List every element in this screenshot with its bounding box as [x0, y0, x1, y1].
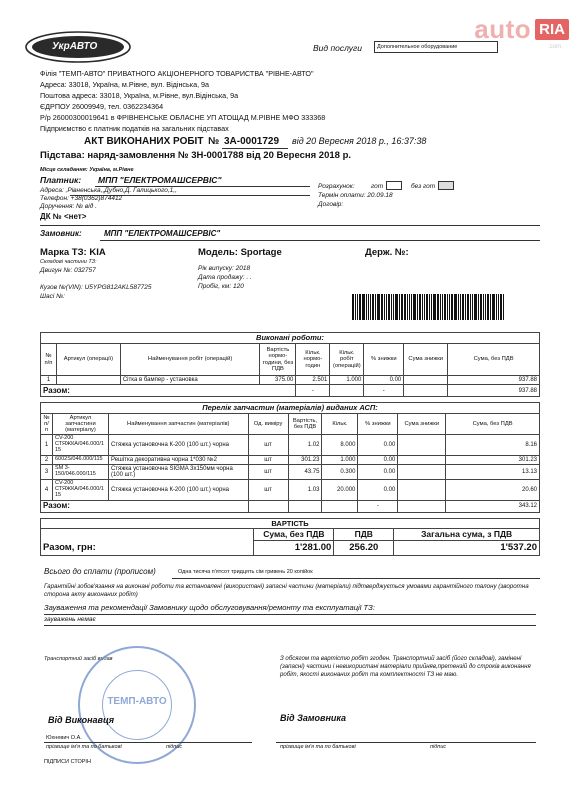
executor-label: Від Виконавця — [48, 715, 115, 725]
parts-cell: 3 — [41, 464, 53, 480]
parts-store: Складові частини ТЗ: — [40, 259, 97, 265]
barcode-bar — [409, 294, 410, 320]
parts-cell: CV-200 СТЯЖКА/046.000/1 15 — [52, 480, 108, 500]
works-col-rate: Вартість нормо-години, без ПДВ — [260, 344, 296, 376]
parts-cell: 1 — [41, 435, 53, 455]
cost-vat: 256.20 — [334, 541, 394, 556]
barcode-bar — [467, 294, 469, 320]
parts-cell: 0.00 — [358, 480, 398, 500]
barcode-bar — [384, 294, 385, 320]
works-col-discount-sum: Сума знижки — [404, 344, 448, 376]
works-col-sum: Сума, без ПДВ — [448, 344, 540, 376]
cost-total: 1'537.20 — [394, 541, 540, 556]
parts-cell: 2 — [41, 455, 53, 464]
signatures-label: ПІДПИСИ СТОРІН — [44, 759, 91, 765]
parts-cell: 8.000 — [322, 435, 358, 455]
stamp-text: ТЕМП-АВТО — [107, 696, 167, 707]
parts-col-discount-sum: Сума знижки — [398, 414, 446, 435]
barcode-bar — [417, 294, 418, 320]
remarks-value: зауважень немає — [44, 616, 96, 623]
dk-number: ДК № <нет> — [40, 212, 87, 221]
works-col-discount-pct: % знижки — [364, 344, 404, 376]
barcode-bar — [440, 294, 441, 320]
table-row — [41, 376, 540, 385]
sale-date: Дата продажу: . . — [198, 274, 252, 281]
parts-cell: CV-200 СТЯЖКА/046.000/1 15 — [52, 435, 108, 455]
parts-cell — [398, 455, 446, 464]
act-date: від 20 Вересня 2018 р., 16:37:38 — [292, 136, 427, 146]
works-col-name: Найменування робіт (операцій) — [120, 344, 260, 376]
barcode-bar — [368, 294, 369, 320]
cost-values-row — [41, 541, 540, 556]
parts-total: 343.12 — [446, 500, 540, 512]
customer-underline — [100, 240, 540, 241]
barcode-bar — [496, 294, 497, 320]
barcode-bar — [393, 294, 394, 320]
parts-cell — [398, 435, 446, 455]
barcode-bar — [377, 294, 380, 320]
parts-total-row — [41, 500, 540, 512]
barcode-bar — [422, 294, 423, 320]
parts-cell: 0.00 — [358, 435, 398, 455]
parts-total-dash: - — [358, 500, 398, 512]
parts-cell: 13.13 — [446, 464, 540, 480]
parts-cell: 6002S/046.000/115 — [52, 455, 108, 464]
barcode-bar — [419, 294, 421, 320]
parts-cell: SM 3-150/046.000/115 — [52, 464, 108, 480]
logo-text: УкрАВТО — [52, 41, 98, 52]
works-col-article: Артикул (операції) — [56, 344, 120, 376]
parts-col-qty: Кільк. — [322, 414, 358, 435]
customer-sign-label: Від Замовника — [280, 713, 347, 723]
company-line-3: Поштова адреса: 33018, Україна, м.Рівне, вул.Відінська, 9а — [40, 91, 239, 100]
parts-cell: 20.000 — [322, 480, 358, 500]
works-total-row — [41, 385, 540, 397]
place-of-compilation: Місце складання: Україна, м.Рівне — [40, 167, 134, 173]
act-title: АКТ ВИКОНАНИХ РОБІТ — [84, 136, 204, 147]
guarantee-text: Гарантійні зобов'язання на виконані роботи та встановлені (використані) запасні частини (матеріали) підтверджується умовами гарантійного талону (зворотна сторона акту виконаних робіт) — [44, 583, 529, 599]
service-type-label: Вид послуги — [313, 43, 362, 53]
barcode-bar — [498, 294, 499, 320]
parts-cell: шт — [248, 464, 288, 480]
barcode-bar — [451, 294, 453, 320]
cost-table — [40, 528, 540, 556]
cost-col-total: Загальна сума, з ПДВ — [394, 529, 540, 541]
executor-sign-caption: прізвище ім'я та по батькові — [46, 744, 122, 750]
works-cell: 0.00 — [364, 376, 404, 385]
barcode-bar — [399, 294, 400, 320]
parts-col-sum: Сума, без ПДВ — [446, 414, 540, 435]
parts-cell: шт — [248, 435, 288, 455]
settlement-noncash-checkbox[interactable] — [438, 181, 454, 190]
parts-cell: Стяжка установочна К-200 (100 шт.) чорна — [108, 435, 248, 455]
barcode-bar — [413, 294, 416, 320]
works-cell: 2.501 — [296, 376, 330, 385]
parts-col-article: Артикул запчастини (матеріалу) — [52, 414, 108, 435]
cost-col-sum: Сума, без ПДВ — [254, 529, 334, 541]
entrusted: Доручення: № від . — [40, 203, 97, 210]
barcode-bar — [391, 294, 392, 320]
barcode-bar — [429, 294, 430, 320]
barcode-bar — [454, 294, 457, 320]
barcode-bar — [375, 294, 376, 320]
works-cell — [56, 376, 120, 385]
parts-cell: 301.23 — [288, 455, 322, 464]
works-cell: 937.88 — [448, 376, 540, 385]
parts-cell — [398, 480, 446, 500]
vehicle-reg: Держ. №: — [365, 247, 409, 258]
parts-col-discount-pct: % знижки — [358, 414, 398, 435]
barcode-bar — [449, 294, 450, 320]
total-words: Одна тисяча п'ятсот тридцять сім гривень 20 копійок — [178, 569, 313, 575]
customer-sign-line — [276, 742, 536, 743]
payer-name: МПП "ЕЛЕКТРОМАШСЕРВІС" — [98, 175, 222, 185]
due-date: Термін оплати: 20.09.18 — [318, 192, 393, 199]
parts-cell — [398, 464, 446, 480]
barcode-bar — [437, 294, 439, 320]
barcode-bar — [433, 294, 436, 320]
act-number: 3А-0001729 — [224, 136, 280, 147]
barcode-bar — [503, 294, 504, 320]
works-total-label: Разом: — [41, 385, 260, 397]
works-total-dash1: - — [296, 385, 330, 397]
barcode-bar — [458, 294, 459, 320]
executor-sign-line — [44, 742, 252, 743]
parts-cell: 301.23 — [446, 455, 540, 464]
barcode-bar — [442, 294, 443, 320]
table-row — [41, 455, 540, 464]
customer-statement: З обсягом та вартістю робіт згоден. Транспортний засіб (його складові), замінені (запасні) частини і невикористані матеріали прийняв,претензій до строків виконання робіт, якості виконаних робіт та комплектності ТЗ не маю. — [280, 655, 531, 679]
parts-cell: шт — [248, 455, 288, 464]
parts-cell: 8.16 — [446, 435, 540, 455]
parts-cell: Стяжка установочна К-200 (100 шт.) чорна — [108, 480, 248, 500]
barcode-bar — [462, 294, 464, 320]
cost-header-row — [41, 529, 540, 541]
barcode-bar — [388, 294, 390, 320]
barcode-bar — [411, 294, 412, 320]
company-line-6: Підприємство є платник податків на загальних підставах — [40, 124, 229, 133]
barcode-bar — [487, 294, 489, 320]
customer-label: Замовник: — [40, 229, 82, 238]
mileage: Пробіг, км: 120 — [198, 283, 244, 290]
parts-cell: Решітка декоративна чорна 1*030 №2 — [108, 455, 248, 464]
settlement-label: Розрахунок: — [318, 183, 355, 190]
remarks-label: Зауваження та рекомендації Замовнику щодо обслуговування/ремонту та експлуатації ТЗ: — [44, 603, 375, 612]
divider-customer-top — [40, 225, 540, 226]
barcode-bar — [357, 294, 358, 320]
parts-title: Перелік запчастин (матеріалів) виданих АСП: — [40, 402, 540, 413]
barcode-bar — [483, 294, 484, 320]
works-col-qty: Кільк. робіт (операцій) — [330, 344, 364, 376]
barcode-bar — [485, 294, 486, 320]
works-col-no: № п/п — [41, 344, 57, 376]
parts-cell: 0.00 — [358, 464, 398, 480]
works-header-row — [41, 344, 540, 376]
year-of-manufacture: Рік випуску: 2018 — [198, 265, 251, 272]
remarks-line-1 — [44, 614, 536, 615]
barcode-bar — [370, 294, 371, 320]
company-line-5: Р/р 26000300019641 в ФРІВНЕНСЬКЕ ОБЛАСНЕ УП АТОЩАД М.РІВНЕ МФО 333368 — [40, 113, 326, 122]
barcode-bar — [395, 294, 398, 320]
barcode-bar — [407, 294, 408, 320]
barcode-bar — [366, 294, 367, 320]
cost-sum: 1'281.00 — [254, 541, 334, 556]
barcode-bar — [431, 294, 432, 320]
barcode-bar — [444, 294, 446, 320]
barcode-bar — [465, 294, 466, 320]
parts-total-label: Разом: — [41, 500, 249, 512]
works-cell — [404, 376, 448, 385]
parts-col-name: Найменування запчастин (матеріалів) — [108, 414, 248, 435]
barcode-bar — [401, 294, 403, 320]
parts-table — [40, 413, 540, 513]
barcode-bar — [474, 294, 477, 320]
parts-cell: 1.000 — [322, 455, 358, 464]
parts-cell: 4 — [41, 480, 53, 500]
parts-cell: 0.00 — [358, 455, 398, 464]
barcode-bar — [355, 294, 356, 320]
parts-col-unit: Од. виміру — [248, 414, 288, 435]
barcode-bar — [490, 294, 491, 320]
total-words-label: Всього до сплати (прописом) — [44, 567, 156, 576]
service-type-box — [374, 41, 498, 53]
barcode-bar — [424, 294, 425, 320]
remarks-line-2 — [44, 625, 536, 626]
barcode-bar — [500, 294, 502, 320]
customer-sign-caption-2: підпис — [430, 744, 447, 750]
cost-title: ВАРТІСТЬ — [40, 518, 540, 528]
works-cell: 375.00 — [260, 376, 296, 385]
customer-sign-caption: прізвище ім'я та по батькові — [280, 744, 356, 750]
parts-cell: 0.300 — [322, 464, 358, 480]
barcode-bar — [470, 294, 471, 320]
company-line-2: Адреса: 33018, Україна, м.Рівне, вул. Відінська, 9а — [40, 80, 210, 89]
barcode-bar — [381, 294, 383, 320]
vehicle-brand: Марка ТЗ: KIA — [40, 247, 106, 258]
settlement-cash-checkbox[interactable] — [386, 181, 402, 190]
parts-col-no: № п/п — [41, 414, 53, 435]
act-number-underline — [222, 148, 288, 149]
payer-address: Адреса: ,Рівненська,,Дубно,Д. Галицького,1,, — [40, 187, 177, 194]
parts-cell: 1.02 — [288, 435, 322, 455]
transport-issued: Транспортний засіб видав — [44, 656, 113, 662]
parts-header-row — [41, 414, 540, 435]
act-no-label: № — [208, 136, 220, 147]
works-total-dash2: - — [364, 385, 404, 397]
barcode-bar — [460, 294, 461, 320]
watermark-ria: RIA — [535, 19, 569, 40]
barcode — [352, 294, 532, 320]
works-cell: 1.000 — [330, 376, 364, 385]
works-total: 937.88 — [448, 385, 540, 397]
parts-cell: шт — [248, 480, 288, 500]
total-words-underline — [172, 578, 540, 579]
payer-phone: Телефон: +38(0362)874412 — [40, 195, 123, 202]
contract: Договір: — [318, 201, 344, 208]
works-cell: Сітка в бампер - установка — [120, 376, 260, 385]
service-type-value: Дополнительное оборудование — [377, 44, 458, 50]
executor-sign-caption-2: підпис — [166, 744, 183, 750]
settlement-noncash-label: без гот — [411, 183, 436, 190]
executor-name: Юхневич О.А. — [46, 735, 82, 741]
watermark-com: .com — [548, 44, 562, 50]
parts-cell: Стяжка установочна SIGMA 3x150мм чорна (100 шт.) — [108, 464, 248, 480]
cost-label: Разом, грн: — [41, 541, 254, 556]
barcode-bar — [478, 294, 479, 320]
act-basis: Підстава: наряд-замовлення № 3Н-0001788 від 20 Вересня 2018 р. — [40, 150, 352, 161]
barcode-bar — [362, 294, 365, 320]
customer-name: МПП "ЕЛЕКТРОМАШСЕРВІС" — [104, 229, 221, 238]
table-row — [41, 480, 540, 500]
company-line-4: ЄДРПОУ 26009949, тел. 0362234364 — [40, 102, 164, 111]
parts-cell: 20.60 — [446, 480, 540, 500]
works-cell: 1 — [41, 376, 57, 385]
cost-col-vat: ПДВ — [334, 529, 394, 541]
parts-cell: 1.03 — [288, 480, 322, 500]
settlement-cash-label: гот — [371, 183, 384, 190]
works-col-hours: Кільк. нормо-годин — [296, 344, 330, 376]
barcode-bar — [404, 294, 406, 320]
barcode-bar — [352, 294, 354, 320]
body-vin: Кузов №(VIN): U5YPG812AKL587725 — [40, 284, 152, 291]
barcode-bar — [426, 294, 428, 320]
vehicle-model: Модель: Sportage — [198, 247, 282, 258]
table-row — [41, 464, 540, 480]
barcode-bar — [359, 294, 361, 320]
barcode-bar — [386, 294, 387, 320]
company-line-1: Філія "ТЕМП-АВТО" ПРИВАТНОГО АКЦІОНЕРНОГО ТОВАРИСТВА "РІВНЕ-АВТО" — [40, 69, 314, 78]
parts-cell: 43.75 — [288, 464, 322, 480]
table-row — [41, 435, 540, 455]
barcode-bar — [372, 294, 374, 320]
barcode-bar — [480, 294, 482, 320]
parts-col-price: Вартість, без ПДВ — [288, 414, 322, 435]
works-table — [40, 343, 540, 397]
works-title: Виконані роботи: — [40, 332, 540, 343]
company-logo — [24, 30, 132, 64]
barcode-bar — [492, 294, 495, 320]
payer-label: Платник: — [40, 175, 82, 185]
watermark-auto: auto — [474, 14, 532, 44]
engine-number: Двигун №: 032757 — [40, 267, 96, 274]
chassis-number: Шасі №: — [40, 293, 65, 300]
barcode-bar — [447, 294, 448, 320]
barcode-bar — [472, 294, 473, 320]
